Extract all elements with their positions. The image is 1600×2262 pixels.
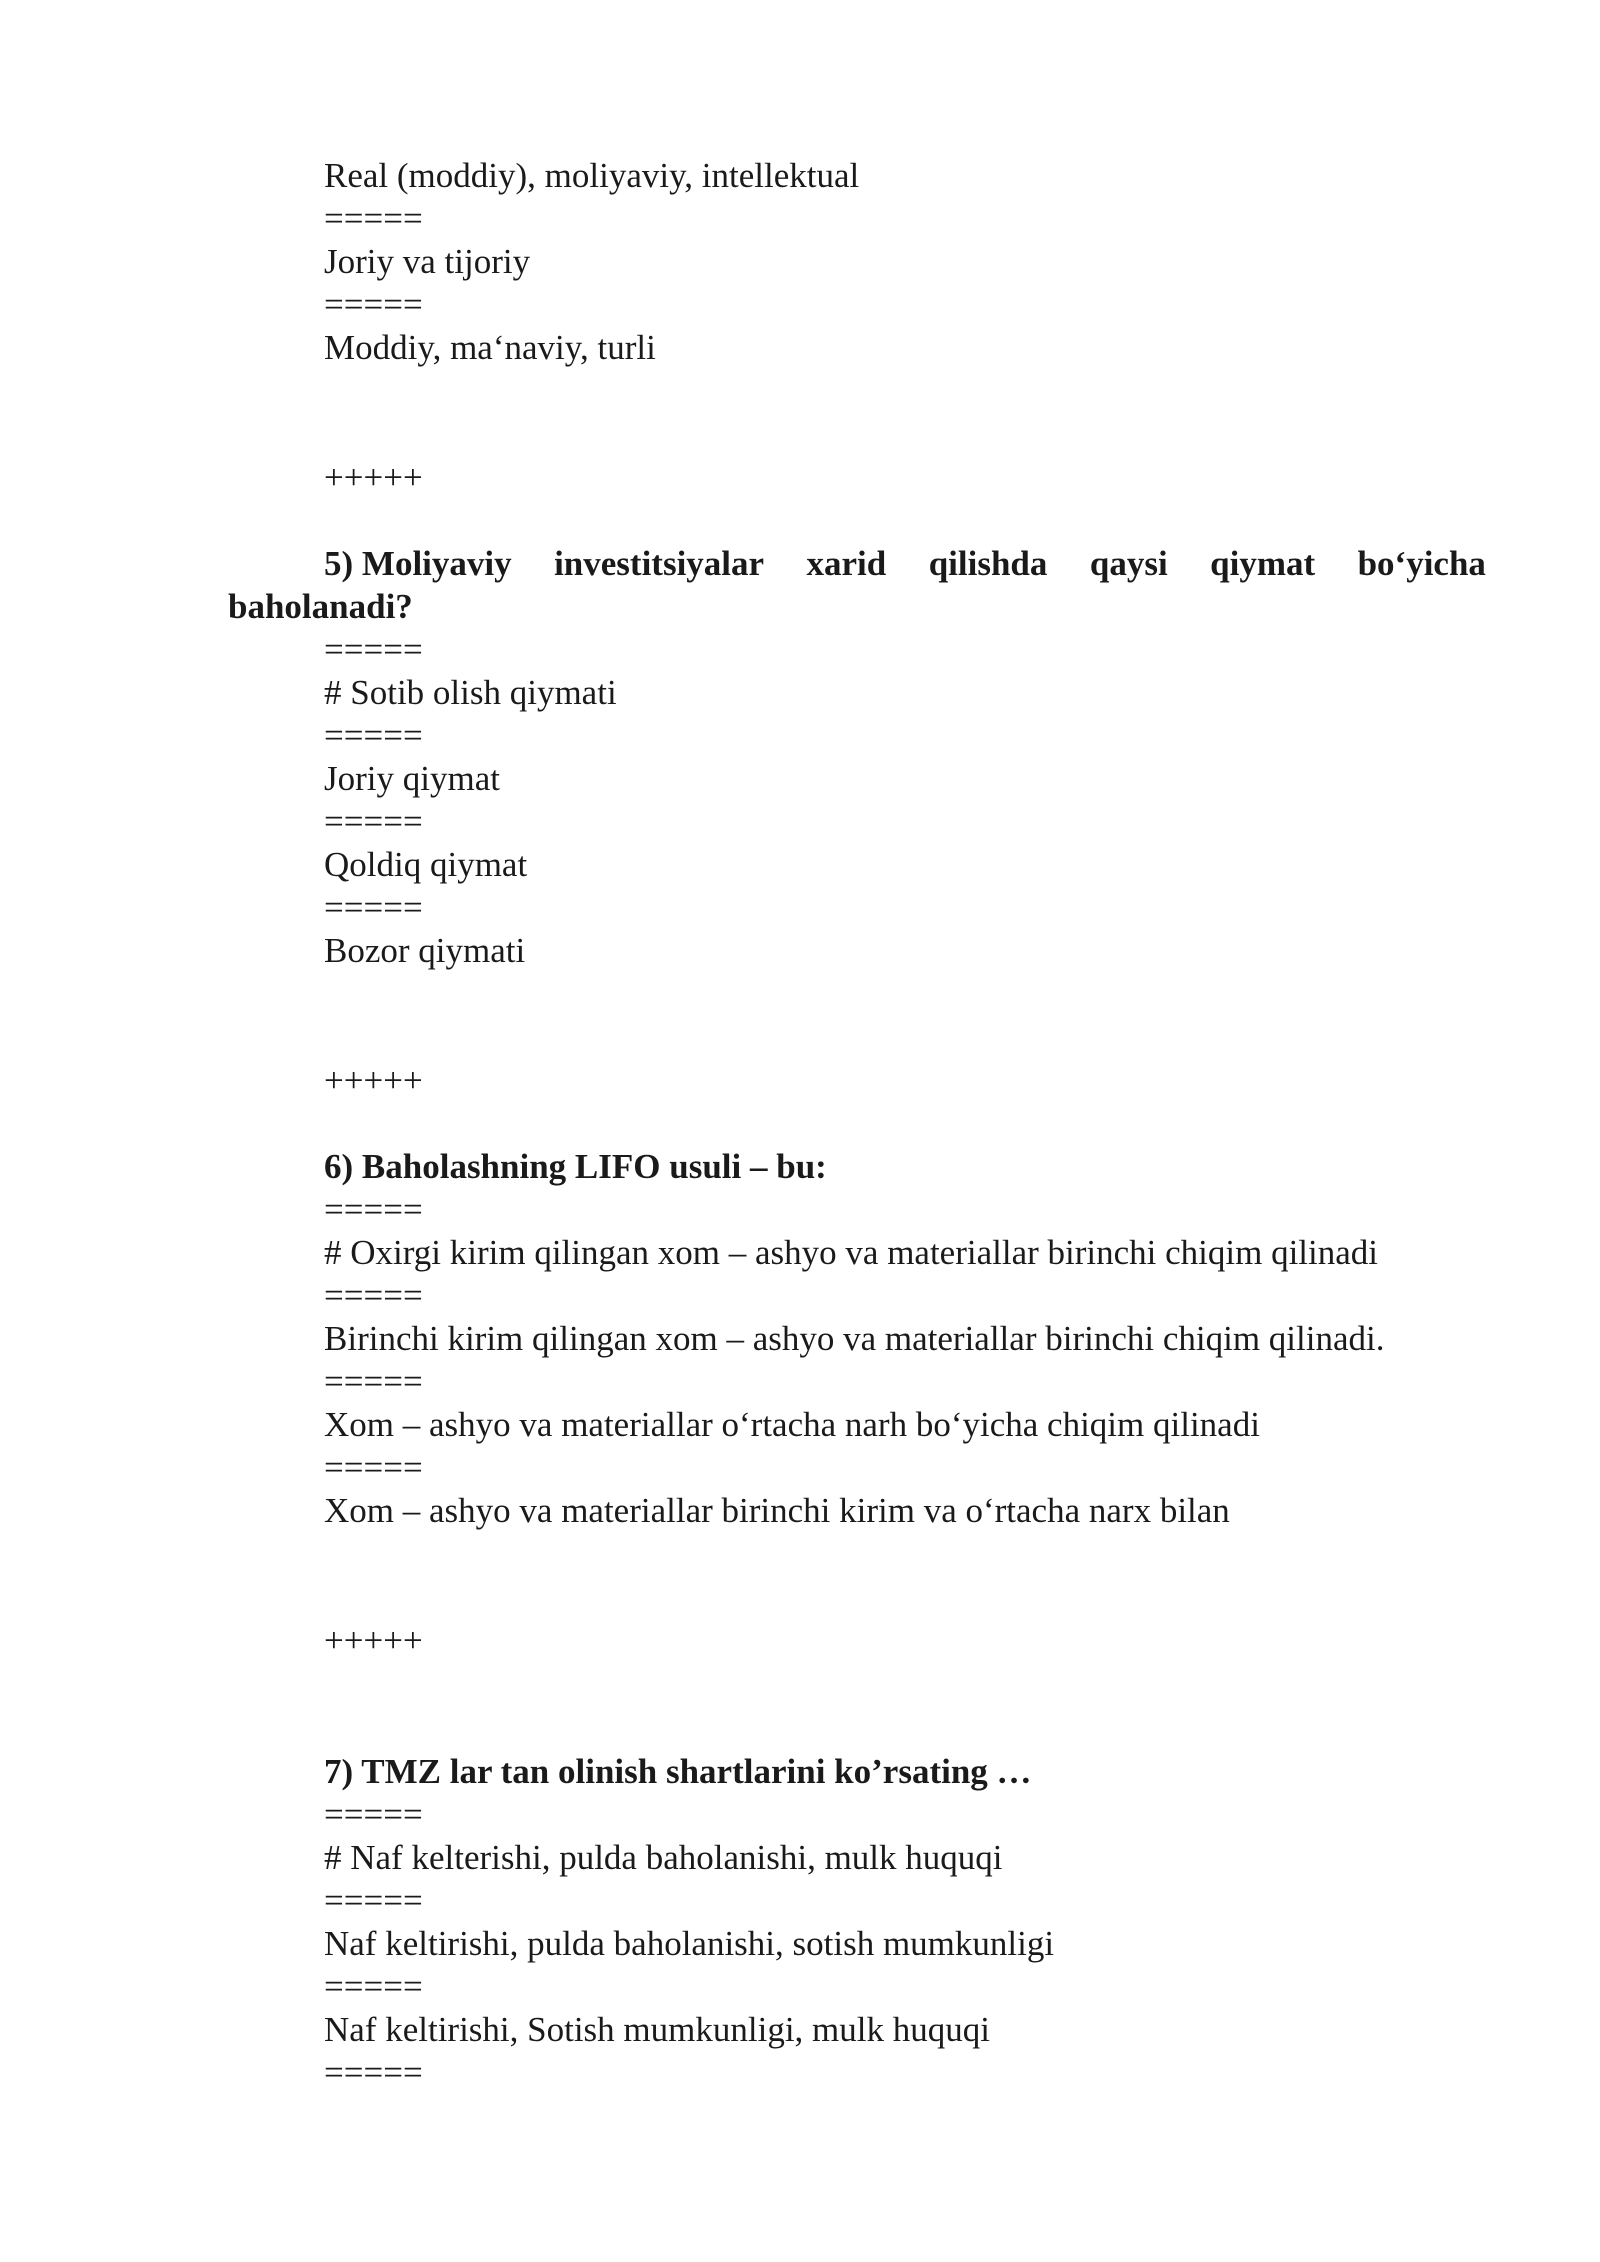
separator: ===== [324,2053,423,2092]
question-divider: +++++ [324,458,423,497]
correct-option: # Sotib olish qiymati [324,673,617,712]
separator: ===== [324,1276,423,1315]
option-text: Naf keltirishi, pulda baholanishi, sotish mumkunligi [324,1924,1055,1963]
option-text: Xom – ashyo va materiallar o‘rtacha narh bo‘yicha chiqim qilinadi [324,1405,1260,1444]
separator: ===== [324,1448,423,1487]
question-divider: +++++ [324,1061,423,1100]
option-text: Joriy qiymat [324,759,500,798]
option-text: Naf keltirishi, Sotish mumkunligi, mulk huquqi [324,2010,990,2049]
correct-option: # Naf kelterishi, pulda baholanishi, mulk huquqi [324,1838,1003,1877]
separator: ===== [324,888,423,927]
option-text: Joriy va tijoriy [324,242,531,281]
question-divider: +++++ [324,1621,423,1660]
separator: ===== [324,716,423,755]
separator: ===== [324,630,423,669]
question-6: 6) Baholashning LIFO usuli – bu: [324,1147,827,1186]
question-word: investitsiyalar [554,544,765,583]
question-word: qiymat [1210,544,1316,583]
question-word: qilishda [928,544,1048,583]
question-word: qaysi [1089,544,1168,583]
question-word: xarid [806,544,887,583]
option-text: Bozor qiymati [324,931,526,970]
option-text: Xom – ashyo va materiallar birinchi kirim va o‘rtacha narx bilan [324,1491,1230,1530]
question-5-line-2: baholanadi? [228,587,413,626]
question-5-line-1 [324,542,1486,585]
separator: ===== [324,1190,423,1229]
question-7: 7) TMZ lar tan olinish shartlarini ko’rsating … [324,1752,1032,1791]
separator: ===== [324,1795,423,1834]
separator: ===== [324,802,423,841]
separator: ===== [324,1967,423,2006]
question-word: 5) Moliyaviy [324,544,512,583]
separator: ===== [324,199,423,238]
separator: ===== [324,1362,423,1401]
question-word: bo‘yicha [1357,544,1486,583]
option-text: Birinchi kirim qilingan xom – ashyo va materiallar birinchi chiqim qilinadi. [324,1319,1385,1358]
separator: ===== [324,1881,423,1920]
option-text: Real (moddiy), moliyaviy, intellektual [324,156,860,195]
option-text: Qoldiq qiymat [324,845,528,884]
option-text: Moddiy, ma‘naviy, turli [324,328,656,367]
correct-option: # Oxirgi kirim qilingan xom – ashyo va materiallar birinchi chiqim qilinadi [324,1233,1379,1272]
separator: ===== [324,285,423,324]
